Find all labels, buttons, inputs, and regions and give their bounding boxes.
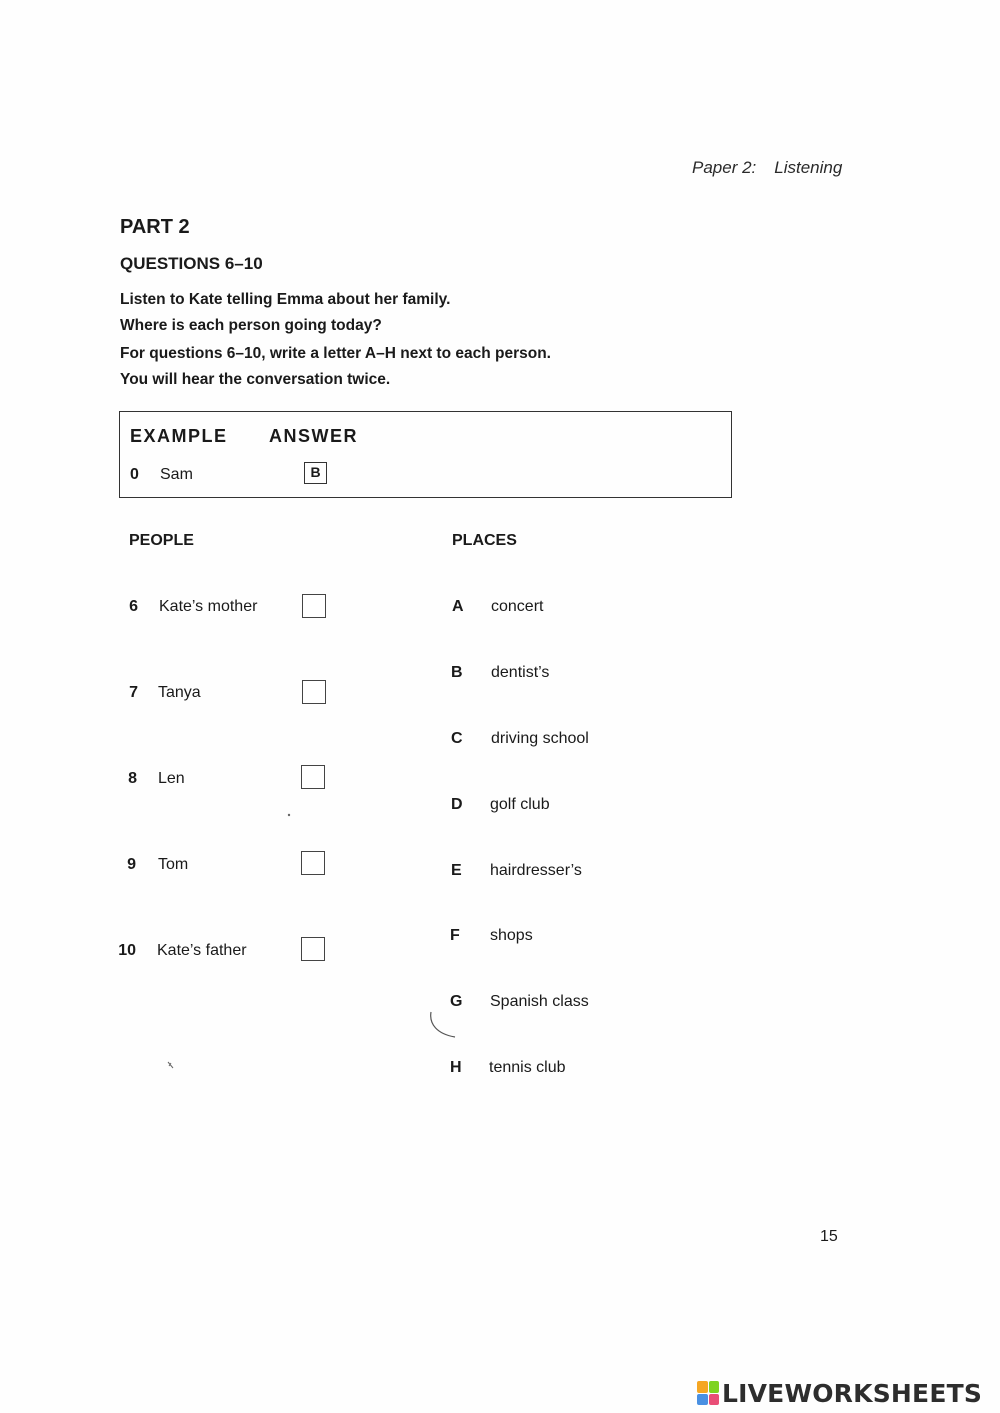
paper-label: Paper 2: [692, 158, 757, 177]
person-name: Len [158, 770, 185, 787]
example-number: 0 [130, 466, 139, 483]
person-number: 9 [127, 856, 136, 873]
example-answer-box: B [304, 462, 327, 484]
place-letter: E [451, 862, 462, 879]
answer-box-8[interactable] [301, 765, 325, 789]
place-letter: D [451, 796, 463, 813]
place-name: hairdresser’s [490, 862, 582, 879]
part-title: PART 2 [120, 216, 190, 238]
answer-box-10[interactable] [301, 937, 325, 961]
people-heading: PEOPLE [129, 532, 194, 549]
instruction-line-3: For questions 6–10, write a letter A–H next to each person. [120, 345, 551, 362]
place-letter: C [451, 730, 463, 747]
scan-mark-dot [286, 812, 292, 818]
instruction-line-1: Listen to Kate telling Emma about her family. [120, 291, 451, 308]
example-label: EXAMPLE [130, 426, 228, 446]
place-name: dentist’s [491, 664, 550, 681]
questions-title: QUESTIONS 6–10 [120, 254, 263, 273]
answer-box-9[interactable] [301, 851, 325, 875]
place-name: Spanish class [490, 993, 589, 1010]
logo-text: LIVEWORKSHEETS [722, 1378, 983, 1408]
liveworksheets-logo [697, 1378, 982, 1408]
place-name: concert [491, 598, 544, 615]
place-name: driving school [491, 730, 589, 747]
person-name: Kate’s mother [159, 598, 258, 615]
logo-grid-icon [697, 1381, 719, 1405]
answer-box-7[interactable] [302, 680, 326, 704]
instruction-line-4: You will hear the conversation twice. [120, 371, 391, 388]
example-name: Sam [160, 466, 193, 483]
person-name: Tom [158, 856, 189, 873]
answer-box-6[interactable] [302, 594, 326, 618]
page-number: 15 [820, 1228, 838, 1245]
person-name: Kate’s father [157, 942, 247, 959]
place-letter: G [450, 993, 463, 1010]
place-letter: H [450, 1059, 462, 1076]
place-name: shops [490, 927, 533, 944]
place-letter: B [451, 664, 463, 681]
person-number: 6 [129, 598, 138, 615]
section-label: Listening [774, 158, 843, 177]
answer-label: ANSWER [269, 426, 358, 446]
person-number: 8 [128, 770, 137, 787]
person-number: 7 [129, 684, 138, 701]
place-letter: F [450, 927, 460, 944]
scan-mark-curve [425, 1008, 459, 1042]
example-box [119, 411, 732, 498]
place-name: golf club [490, 796, 550, 813]
place-name: tennis club [489, 1059, 566, 1076]
person-number: 10 [118, 942, 136, 959]
instruction-line-2: Where is each person going today? [120, 317, 382, 334]
places-heading: PLACES [452, 532, 517, 549]
place-letter: A [452, 598, 464, 615]
person-name: Tanya [158, 684, 201, 701]
paper-header [692, 158, 842, 178]
scan-mark-tick [166, 1060, 176, 1070]
